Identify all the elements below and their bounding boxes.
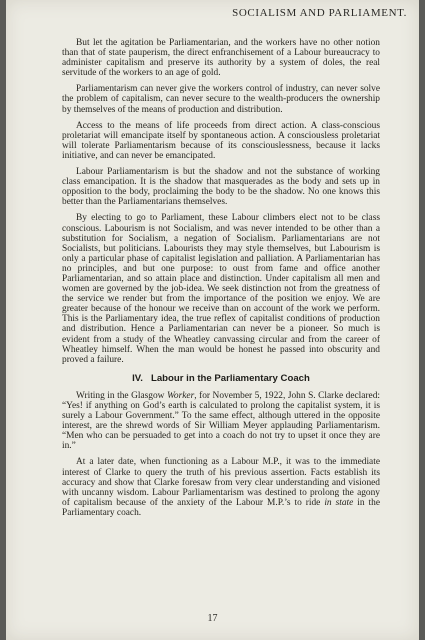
paragraph: By electing to go to Parliament, these Labour climbers elect not to be class conscious. Labourism is not Socialism, and was never intended to be other than a substitution for Socialism, a negation of Socialism. Parliamentarians are not Socialists, but politicians. Labourists they may style themselves, but Labourism is only a particular phase of capitalist legislation and palliation. A Parliamentarian has no principles, and but one purpose: to oust from fame and office another Parliamentarian, and so attain place and distinction. Under capitalism all men and women are governed by the job-idea. We seek distinction not from the greatness of the service we render but from the importance of the position we enjoy. We are greater because of the honour we receive than on account of the work we perform. This is the Parliamentary idea, the true reflex of capitalist conditions of production and distribution. Hence a Parliamentarian can never be a pioneer. So much is evident from a study of the Wheatley canvassing circular and from the career of Wheatley himself. When the man would be honest he passed into obscurity and proved a failure.: [62, 213, 380, 365]
paragraph-text: At a later date, when functioning as a Labour M.P., it was to the immediate interest of Clarke to query the truth of his previous assertion. Facts establish its accuracy and show that Clarke foresaw from very clear understanding and visioned with uncanny wisdom. Labour Parliamentarism was destined to prolong the agony of capitalism because of the anxiety of the Labour M.P.’s to ride: [62, 457, 380, 508]
paragraph: Labour Parliamentarism is but the shadow and not the substance of working class emancipation. It is the shadow that masquerades as the body and sets up in opposition to the body, proclaiming the body to be the shadow. No one knows this better than the Parliamentarians themselves.: [62, 167, 380, 208]
paragraph: [62, 391, 380, 452]
paragraph: Access to the means of life proceeds from direct action. A class-conscious proletariat will emancipate itself by spontaneous action. A consciousless proletariat will tolerate Parliamentarism because of its consciouslessness, because it lacks initiative, and can never be emancipated.: [62, 120, 380, 161]
italic-text: Worker: [166, 390, 195, 401]
section-heading: [62, 374, 380, 384]
section-title: Labour in the Parliamentary Coach: [150, 372, 310, 384]
section-number: IV.: [132, 372, 143, 384]
italic-text: in state: [324, 497, 354, 508]
paragraph-text: , for November 5, 1922, John S. Clarke declared: “Yes! if anything on God’s earth is calculated to prolong the capitalist system, it is surely a Labour Government.” To the same effect, although uttered in the opposite interest, are the shrewd words of Sir William Meyer applauding Parliamentarism. “Men who can be persuaded to get into a coach do not try to upset it once they are in.”: [62, 390, 381, 452]
running-header: SOCIALISM AND PARLIAMENT.: [232, 7, 407, 19]
paragraph: But let the agitation be Parliamentarian, and the workers have no other notion than that of state pauperism, the direct enfranchisement of a Labour bureaucracy to administer capitalism and preserve its authority by a system of doles, the real servitude of the workers to an age of gold.: [62, 38, 380, 79]
book-page: [6, 0, 419, 640]
paragraph-text: in the Parliamentary coach.: [62, 497, 381, 518]
page-number: 17: [207, 613, 218, 624]
paragraph: Parliamentarism can never give the workers control of industry, can never solve the problem of capitalism, can never secure to the wealth-producers the ownership by themselves of the means of production and distribution.: [62, 84, 380, 115]
paragraph: [62, 457, 380, 518]
paragraph-text: Writing in the Glasgow: [76, 390, 167, 401]
page-body: [62, 38, 380, 524]
